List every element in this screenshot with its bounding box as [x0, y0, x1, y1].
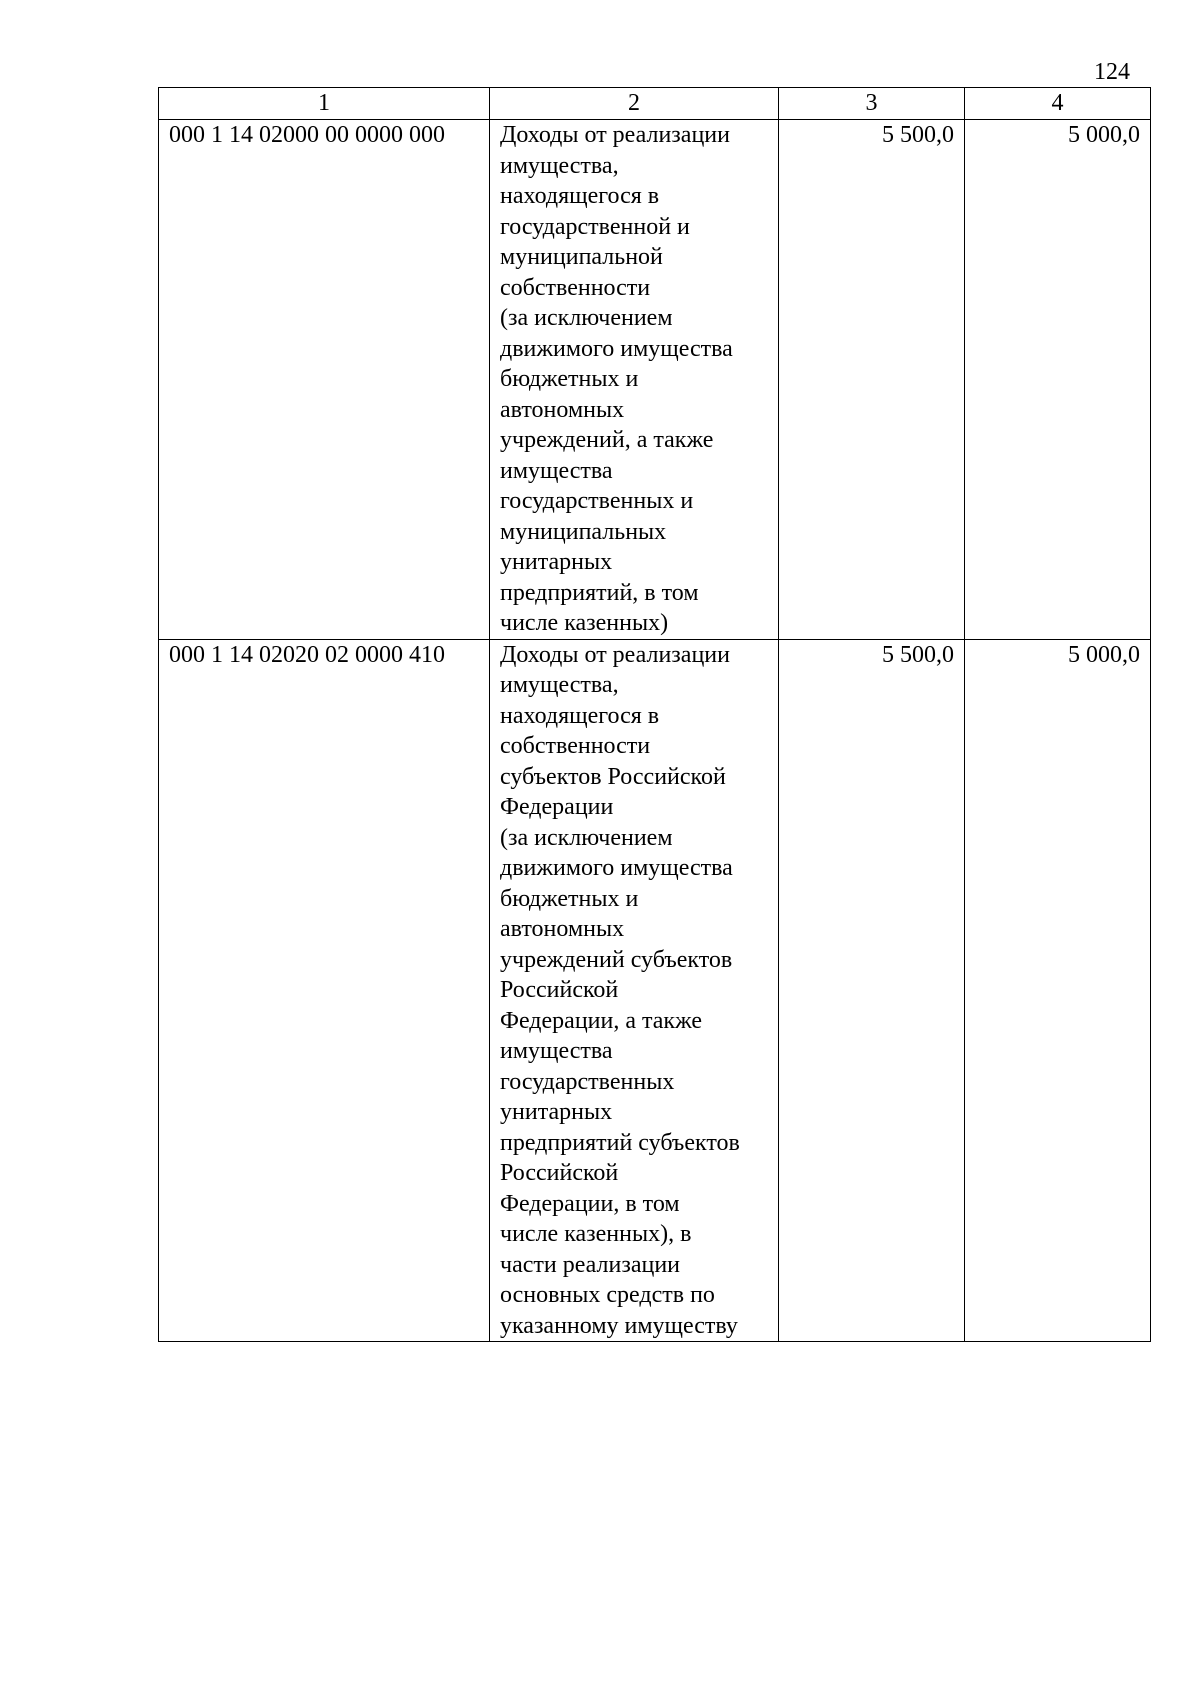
- revenue-name-line: указанному имуществу: [500, 1312, 738, 1339]
- revenue-name-line: муниципальной: [500, 244, 663, 270]
- revenue-name-line: Российской: [500, 1160, 619, 1186]
- revenue-name-line: автономных: [500, 396, 625, 423]
- revenue-name-cell: [490, 120, 779, 640]
- revenue-name-line: находящегося в: [500, 702, 660, 729]
- revenue-name-line: учреждений субъектов: [500, 946, 733, 973]
- amount-col4-cell: 5 000,0: [965, 120, 1151, 640]
- revenue-name-line: Федерации, а также: [500, 1007, 703, 1034]
- revenue-name-line: предприятий субъектов: [500, 1129, 740, 1156]
- budget-revenue-table: [158, 87, 1151, 1342]
- table-row: [159, 639, 1151, 1342]
- revenue-name-line: (за исключением: [500, 824, 673, 851]
- table-row: [159, 120, 1151, 640]
- revenue-name-line: движимого имущества: [500, 335, 733, 362]
- revenue-name-line: государственной и: [500, 213, 690, 240]
- revenue-name-line: унитарных: [500, 549, 613, 575]
- revenue-name-line: числе казенных): [500, 610, 669, 636]
- revenue-name-line: Доходы от реализации: [500, 122, 730, 148]
- revenue-name-line: собственности: [500, 733, 651, 759]
- revenue-name-line: бюджетных и: [500, 885, 639, 912]
- revenue-name-line: Федерации, в том: [500, 1190, 680, 1217]
- column-header-1: 1: [159, 88, 490, 120]
- revenue-name-line: бюджетных и: [500, 366, 639, 392]
- revenue-name-line: основных средств по: [500, 1282, 715, 1308]
- revenue-name-line: Российской: [500, 977, 619, 1003]
- budget-code-cell: 000 1 14 02020 02 0000 410: [159, 639, 490, 1342]
- revenue-name-line: собственности: [500, 274, 651, 301]
- header-row: [159, 88, 1151, 120]
- revenue-name-line: имущества: [500, 1038, 613, 1064]
- revenue-name-line: (за исключением: [500, 305, 673, 331]
- revenue-name-line: государственных и: [500, 488, 694, 514]
- revenue-name-line: предприятий, в том: [500, 579, 699, 606]
- revenue-name-line: государственных: [500, 1068, 675, 1095]
- amount-col3-cell: 5 500,0: [779, 120, 965, 640]
- column-header-3: 3: [779, 88, 965, 120]
- revenue-name-line: муниципальных: [500, 518, 667, 545]
- amount-col4-cell: 5 000,0: [965, 639, 1151, 1342]
- revenue-name-line: находящегося в: [500, 183, 660, 209]
- column-header-2: 2: [490, 88, 779, 120]
- revenue-name-line: автономных: [500, 916, 625, 942]
- revenue-name-line: части реализации: [500, 1251, 680, 1278]
- revenue-name-cell: [490, 639, 779, 1342]
- revenue-name-line: Доходы от реализации: [500, 641, 730, 668]
- revenue-name-line: имущества,: [500, 672, 619, 698]
- revenue-name-line: унитарных: [500, 1099, 613, 1125]
- budget-code-cell: 000 1 14 02000 00 0000 000: [159, 120, 490, 640]
- revenue-name-line: имущества: [500, 457, 613, 484]
- revenue-name-line: движимого имущества: [500, 855, 733, 881]
- revenue-name-line: числе казенных), в: [500, 1221, 692, 1247]
- revenue-name-line: имущества,: [500, 152, 619, 179]
- column-header-4: 4: [965, 88, 1151, 120]
- revenue-name-line: субъектов Российской: [500, 763, 726, 790]
- page-number: 124: [1094, 59, 1130, 85]
- revenue-name-line: учреждений, а также: [500, 427, 714, 453]
- revenue-name-line: Федерации: [500, 794, 614, 820]
- amount-col3-cell: 5 500,0: [779, 639, 965, 1342]
- table-body: [159, 120, 1151, 1342]
